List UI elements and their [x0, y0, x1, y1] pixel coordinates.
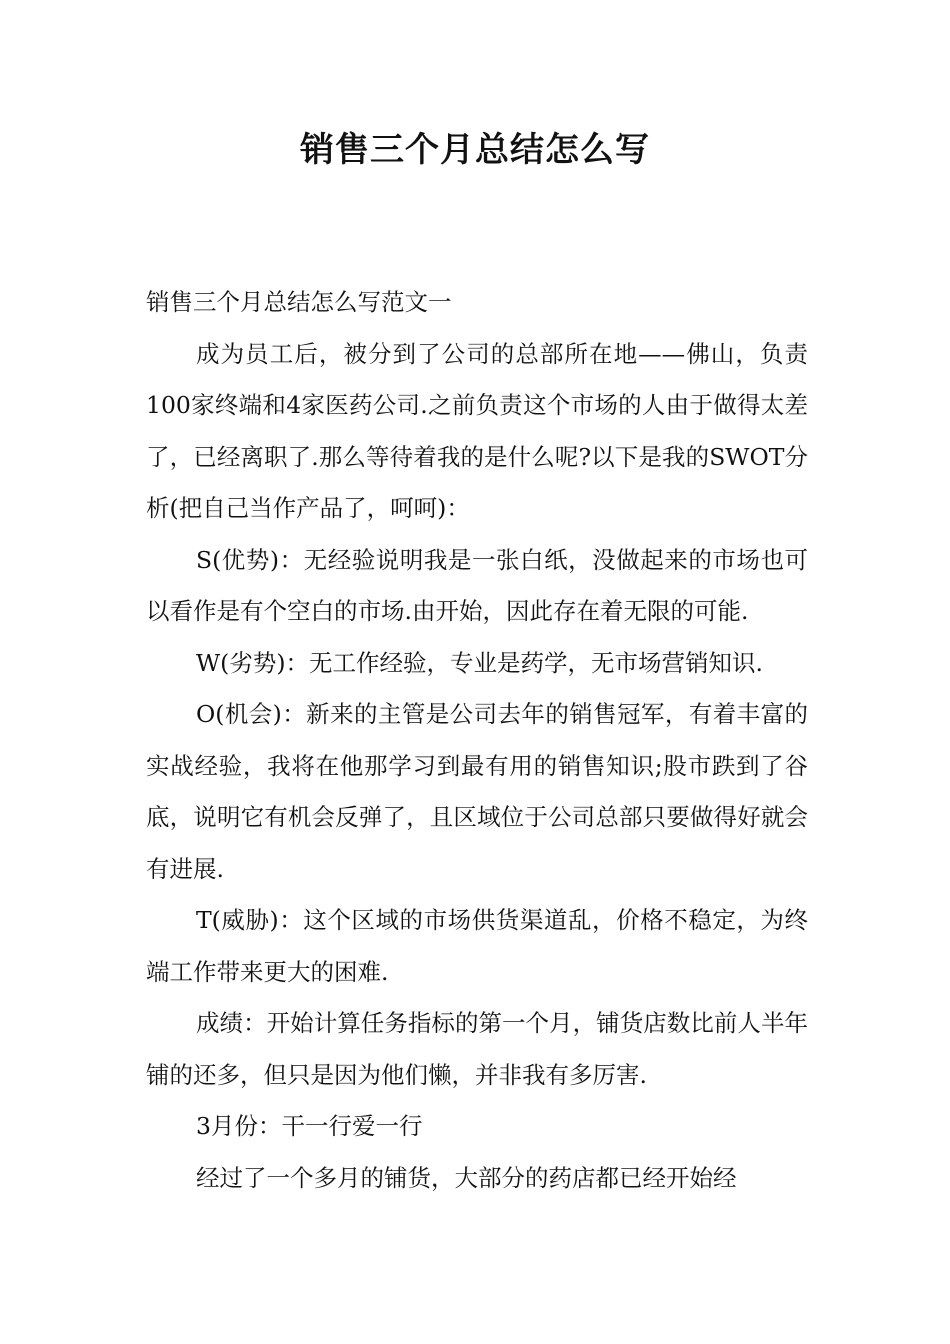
section-heading: 销售三个月总结怎么写范文一 — [146, 288, 452, 316]
paragraph-opportunities: O(机会)：新来的主管是公司去年的销售冠军，有着丰富的实战经验，我将在他那学习到最有用的销售知识;股市跌到了谷底，说明它有机会反弹了，且区域位于公司总部只要做得好就会有进展. — [146, 700, 808, 883]
paragraph-weaknesses: W(劣势)：无工作经验，专业是药学，无市场营销知识. — [196, 648, 763, 677]
page-title: 销售三个月总结怎么写 — [300, 130, 650, 170]
paragraph-strengths: S(优势)：无经验说明我是一张白纸，没做起来的市场也可以看作是有个空白的市场.由开始，因此存在着无限的可能. — [146, 545, 808, 625]
paragraph-march-body: 经过了一个多月的铺货，大部分的药店都已经开始经 — [196, 1163, 737, 1192]
document-body — [146, 277, 808, 1204]
paragraph-results: 成绩：开始计算任务指标的第一个月，铺货店数比前人半年铺的还多，但只是因为他们懒，并非我有多厉害. — [146, 1009, 808, 1089]
paragraph-threats: T(威胁)：这个区域的市场供货渠道乱，价格不稳定，为终端工作带来更大的困难. — [146, 906, 808, 986]
paragraph-march-heading: 3月份：干一行爱一行 — [196, 1112, 423, 1140]
paragraph-intro: 成为员工后，被分到了公司的总部所在地——佛山，负责100家终端和4家医药公司.之前负责这个市场的人由于做得太差了，已经离职了.那么等待着我的是什么呢?以下是我的SWOT分析(把自己当作产品了，呵呵)： — [146, 339, 808, 522]
